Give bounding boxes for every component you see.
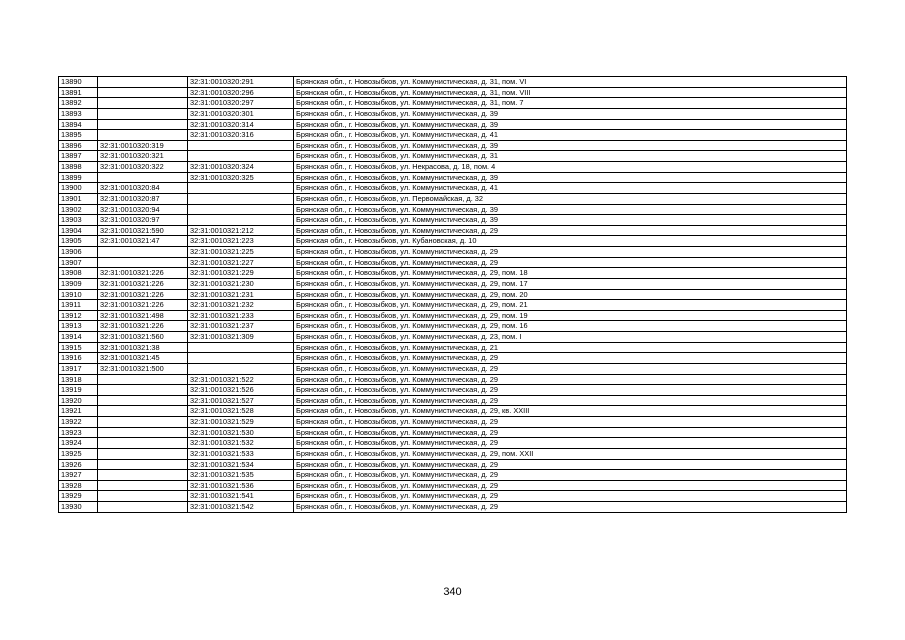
row-number-cell: 13905 bbox=[59, 236, 98, 247]
cadastral-number-cell bbox=[188, 215, 294, 226]
cadastral-number-cell bbox=[188, 342, 294, 353]
table-row bbox=[59, 236, 847, 247]
cadastral-number-cell: 32:31:0010321:534 bbox=[188, 459, 294, 470]
address-cell: Брянская обл., г. Новозыбков, ул. Первомайская, д. 32 bbox=[294, 193, 847, 204]
previous-cadastral-number-cell: 32:31:0010320:94 bbox=[98, 204, 188, 215]
address-cell: Брянская обл., г. Новозыбков, ул. Коммунистическая, д. 29 bbox=[294, 385, 847, 396]
previous-cadastral-number-cell bbox=[98, 406, 188, 417]
cadastral-number-cell: 32:31:0010320:291 bbox=[188, 77, 294, 88]
address-cell: Брянская обл., г. Новозыбков, ул. Коммунистическая, д. 41 bbox=[294, 183, 847, 194]
previous-cadastral-number-cell bbox=[98, 374, 188, 385]
previous-cadastral-number-cell: 32:31:0010321:560 bbox=[98, 332, 188, 343]
previous-cadastral-number-cell: 32:31:0010321:226 bbox=[98, 278, 188, 289]
table-row bbox=[59, 470, 847, 481]
previous-cadastral-number-cell: 32:31:0010320:97 bbox=[98, 215, 188, 226]
cadastral-number-cell: 32:31:0010321:528 bbox=[188, 406, 294, 417]
row-number-cell: 13892 bbox=[59, 98, 98, 109]
previous-cadastral-number-cell bbox=[98, 172, 188, 183]
row-number-cell: 13927 bbox=[59, 470, 98, 481]
previous-cadastral-number-cell: 32:31:0010321:226 bbox=[98, 268, 188, 279]
table-row bbox=[59, 172, 847, 183]
cadastral-number-cell: 32:31:0010321:229 bbox=[188, 268, 294, 279]
row-number-cell: 13891 bbox=[59, 87, 98, 98]
table-row bbox=[59, 278, 847, 289]
table-row bbox=[59, 162, 847, 173]
table-row bbox=[59, 417, 847, 428]
address-cell: Брянская обл., г. Новозыбков, ул. Коммунистическая, д. 29, пом. 16 bbox=[294, 321, 847, 332]
previous-cadastral-number-cell: 32:31:0010320:84 bbox=[98, 183, 188, 194]
row-number-cell: 13920 bbox=[59, 395, 98, 406]
address-cell: Брянская обл., г. Новозыбков, ул. Коммунистическая, д. 29 bbox=[294, 395, 847, 406]
address-cell: Брянская обл., г. Новозыбков, ул. Некрасова, д. 18, пом. 4 bbox=[294, 162, 847, 173]
previous-cadastral-number-cell bbox=[98, 119, 188, 130]
table-row bbox=[59, 459, 847, 470]
cadastral-number-cell: 32:31:0010321:535 bbox=[188, 470, 294, 481]
row-number-cell: 13895 bbox=[59, 130, 98, 141]
cadastral-number-cell: 32:31:0010321:536 bbox=[188, 480, 294, 491]
address-cell: Брянская обл., г. Новозыбков, ул. Коммунистическая, д. 39 bbox=[294, 140, 847, 151]
cadastral-number-cell: 32:31:0010321:533 bbox=[188, 448, 294, 459]
row-number-cell: 13908 bbox=[59, 268, 98, 279]
table-row bbox=[59, 321, 847, 332]
previous-cadastral-number-cell bbox=[98, 427, 188, 438]
address-cell: Брянская обл., г. Новозыбков, ул. Коммунистическая, д. 29 bbox=[294, 417, 847, 428]
row-number-cell: 13918 bbox=[59, 374, 98, 385]
address-cell: Брянская обл., г. Новозыбков, ул. Коммунистическая, д. 29 bbox=[294, 257, 847, 268]
previous-cadastral-number-cell: 32:31:0010321:500 bbox=[98, 363, 188, 374]
table-row bbox=[59, 342, 847, 353]
previous-cadastral-number-cell bbox=[98, 395, 188, 406]
row-number-cell: 13928 bbox=[59, 480, 98, 491]
table-row bbox=[59, 448, 847, 459]
address-cell: Брянская обл., г. Новозыбков, ул. Коммунистическая, д. 31, пом. VI bbox=[294, 77, 847, 88]
table-row bbox=[59, 151, 847, 162]
previous-cadastral-number-cell bbox=[98, 108, 188, 119]
row-number-cell: 13903 bbox=[59, 215, 98, 226]
previous-cadastral-number-cell: 32:31:0010321:47 bbox=[98, 236, 188, 247]
table-row bbox=[59, 502, 847, 513]
address-cell: Брянская обл., г. Новозыбков, ул. Коммунистическая, д. 29, пом. 19 bbox=[294, 310, 847, 321]
cadastral-number-cell bbox=[188, 140, 294, 151]
address-cell: Брянская обл., г. Новозыбков, ул. Коммунистическая, д. 29, пом. 18 bbox=[294, 268, 847, 279]
address-cell: Брянская обл., г. Новозыбков, ул. Коммунистическая, д. 21 bbox=[294, 342, 847, 353]
cadastral-number-cell bbox=[188, 204, 294, 215]
cadastral-number-cell: 32:31:0010321:212 bbox=[188, 225, 294, 236]
row-number-cell: 13894 bbox=[59, 119, 98, 130]
cadastral-number-cell: 32:31:0010321:542 bbox=[188, 502, 294, 513]
row-number-cell: 13897 bbox=[59, 151, 98, 162]
table-row bbox=[59, 300, 847, 311]
table-row bbox=[59, 257, 847, 268]
table-row bbox=[59, 215, 847, 226]
cadastral-number-cell: 32:31:0010321:529 bbox=[188, 417, 294, 428]
previous-cadastral-number-cell bbox=[98, 385, 188, 396]
row-number-cell: 13925 bbox=[59, 448, 98, 459]
cadastral-number-cell bbox=[188, 151, 294, 162]
address-cell: Брянская обл., г. Новозыбков, ул. Коммунистическая, д. 29, пом. 17 bbox=[294, 278, 847, 289]
address-cell: Брянская обл., г. Новозыбков, ул. Коммунистическая, д. 29 bbox=[294, 374, 847, 385]
address-cell: Брянская обл., г. Новозыбков, ул. Коммунистическая, д. 29 bbox=[294, 491, 847, 502]
previous-cadastral-number-cell bbox=[98, 459, 188, 470]
table-row bbox=[59, 438, 847, 449]
address-cell: Брянская обл., г. Новозыбков, ул. Коммунистическая, д. 29, кв. XXIII bbox=[294, 406, 847, 417]
row-number-cell: 13899 bbox=[59, 172, 98, 183]
cadastral-number-cell: 32:31:0010320:324 bbox=[188, 162, 294, 173]
address-cell: Брянская обл., г. Новозыбков, ул. Коммунистическая, д. 39 bbox=[294, 108, 847, 119]
address-cell: Брянская обл., г. Новозыбков, ул. Коммунистическая, д. 31, пом. VIII bbox=[294, 87, 847, 98]
row-number-cell: 13921 bbox=[59, 406, 98, 417]
row-number-cell: 13901 bbox=[59, 193, 98, 204]
previous-cadastral-number-cell: 32:31:0010320:87 bbox=[98, 193, 188, 204]
table-row bbox=[59, 130, 847, 141]
address-cell: Брянская обл., г. Новозыбков, ул. Коммунистическая, д. 39 bbox=[294, 119, 847, 130]
cadastral-number-cell: 32:31:0010321:522 bbox=[188, 374, 294, 385]
page-number: 340 bbox=[443, 586, 462, 598]
previous-cadastral-number-cell bbox=[98, 247, 188, 258]
address-cell: Брянская обл., г. Новозыбков, ул. Коммунистическая, д. 29 bbox=[294, 225, 847, 236]
cadastral-number-cell: 32:31:0010321:232 bbox=[188, 300, 294, 311]
cadastral-number-cell: 32:31:0010320:316 bbox=[188, 130, 294, 141]
cadastral-number-cell: 32:31:0010321:223 bbox=[188, 236, 294, 247]
address-cell: Брянская обл., г. Новозыбков, ул. Коммунистическая, д. 29 bbox=[294, 502, 847, 513]
previous-cadastral-number-cell bbox=[98, 98, 188, 109]
cadastral-number-cell: 32:31:0010321:309 bbox=[188, 332, 294, 343]
table-row bbox=[59, 332, 847, 343]
address-cell: Брянская обл., г. Новозыбков, ул. Коммунистическая, д. 29 bbox=[294, 480, 847, 491]
address-cell: Брянская обл., г. Новозыбков, ул. Коммунистическая, д. 39 bbox=[294, 172, 847, 183]
address-cell: Брянская обл., г. Новозыбков, ул. Коммунистическая, д. 29 bbox=[294, 459, 847, 470]
table-row bbox=[59, 204, 847, 215]
previous-cadastral-number-cell bbox=[98, 257, 188, 268]
table-row bbox=[59, 363, 847, 374]
row-number-cell: 13911 bbox=[59, 300, 98, 311]
cadastral-number-cell bbox=[188, 353, 294, 364]
previous-cadastral-number-cell: 32:31:0010321:226 bbox=[98, 321, 188, 332]
previous-cadastral-number-cell bbox=[98, 77, 188, 88]
address-cell: Брянская обл., г. Новозыбков, ул. Коммунистическая, д. 29 bbox=[294, 427, 847, 438]
previous-cadastral-number-cell: 32:31:0010320:322 bbox=[98, 162, 188, 173]
table-row bbox=[59, 225, 847, 236]
previous-cadastral-number-cell: 32:31:0010320:321 bbox=[98, 151, 188, 162]
address-cell: Брянская обл., г. Новозыбков, ул. Коммунистическая, д. 23, пом. I bbox=[294, 332, 847, 343]
address-cell: Брянская обл., г. Новозыбков, ул. Коммунистическая, д. 29, пом. 20 bbox=[294, 289, 847, 300]
row-number-cell: 13929 bbox=[59, 491, 98, 502]
cadastral-number-cell: 32:31:0010321:225 bbox=[188, 247, 294, 258]
table-row bbox=[59, 427, 847, 438]
cadastral-number-cell: 32:31:0010320:325 bbox=[188, 172, 294, 183]
address-cell: Брянская обл., г. Новозыбков, ул. Коммунистическая, д. 29 bbox=[294, 438, 847, 449]
address-cell: Брянская обл., г. Новозыбков, ул. Коммунистическая, д. 39 bbox=[294, 204, 847, 215]
previous-cadastral-number-cell bbox=[98, 417, 188, 428]
cadastral-number-cell: 32:31:0010321:237 bbox=[188, 321, 294, 332]
cadastral-number-cell: 32:31:0010321:530 bbox=[188, 427, 294, 438]
row-number-cell: 13914 bbox=[59, 332, 98, 343]
cadastral-number-cell: 32:31:0010321:227 bbox=[188, 257, 294, 268]
cadastral-number-cell: 32:31:0010321:230 bbox=[188, 278, 294, 289]
address-cell: Брянская обл., г. Новозыбков, ул. Коммунистическая, д. 31 bbox=[294, 151, 847, 162]
row-number-cell: 13913 bbox=[59, 321, 98, 332]
row-number-cell: 13924 bbox=[59, 438, 98, 449]
row-number-cell: 13898 bbox=[59, 162, 98, 173]
cadastral-number-cell: 32:31:0010320:296 bbox=[188, 87, 294, 98]
address-cell: Брянская обл., г. Новозыбков, ул. Коммунистическая, д. 29, пом. XXII bbox=[294, 448, 847, 459]
address-cell: Брянская обл., г. Новозыбков, ул. Коммунистическая, д. 31, пом. 7 bbox=[294, 98, 847, 109]
row-number-cell: 13930 bbox=[59, 502, 98, 513]
row-number-cell: 13912 bbox=[59, 310, 98, 321]
table-row bbox=[59, 247, 847, 258]
cadastral-number-cell: 32:31:0010321:527 bbox=[188, 395, 294, 406]
row-number-cell: 13906 bbox=[59, 247, 98, 258]
address-cell: Брянская обл., г. Новозыбков, ул. Коммунистическая, д. 29 bbox=[294, 247, 847, 258]
table-row bbox=[59, 98, 847, 109]
table-row bbox=[59, 183, 847, 194]
table-row bbox=[59, 491, 847, 502]
table-row bbox=[59, 289, 847, 300]
previous-cadastral-number-cell bbox=[98, 448, 188, 459]
address-cell: Брянская обл., г. Новозыбков, ул. Кубановская, д. 10 bbox=[294, 236, 847, 247]
address-cell: Брянская обл., г. Новозыбков, ул. Коммунистическая, д. 41 bbox=[294, 130, 847, 141]
table-row bbox=[59, 395, 847, 406]
table-row bbox=[59, 385, 847, 396]
table-row bbox=[59, 87, 847, 98]
previous-cadastral-number-cell bbox=[98, 502, 188, 513]
previous-cadastral-number-cell: 32:31:0010321:590 bbox=[98, 225, 188, 236]
address-cell: Брянская обл., г. Новозыбков, ул. Коммунистическая, д. 29 bbox=[294, 353, 847, 364]
registry-table bbox=[58, 76, 847, 513]
cadastral-number-cell bbox=[188, 183, 294, 194]
address-cell: Брянская обл., г. Новозыбков, ул. Коммунистическая, д. 29, пом. 21 bbox=[294, 300, 847, 311]
table-row bbox=[59, 119, 847, 130]
row-number-cell: 13915 bbox=[59, 342, 98, 353]
row-number-cell: 13907 bbox=[59, 257, 98, 268]
previous-cadastral-number-cell: 32:31:0010321:226 bbox=[98, 300, 188, 311]
row-number-cell: 13902 bbox=[59, 204, 98, 215]
previous-cadastral-number-cell bbox=[98, 130, 188, 141]
table-row bbox=[59, 268, 847, 279]
previous-cadastral-number-cell bbox=[98, 480, 188, 491]
row-number-cell: 13922 bbox=[59, 417, 98, 428]
previous-cadastral-number-cell bbox=[98, 491, 188, 502]
cadastral-number-cell: 32:31:0010320:301 bbox=[188, 108, 294, 119]
table-row bbox=[59, 406, 847, 417]
cadastral-number-cell: 32:31:0010321:233 bbox=[188, 310, 294, 321]
row-number-cell: 13926 bbox=[59, 459, 98, 470]
address-cell: Брянская обл., г. Новозыбков, ул. Коммунистическая, д. 29 bbox=[294, 363, 847, 374]
row-number-cell: 13896 bbox=[59, 140, 98, 151]
row-number-cell: 13917 bbox=[59, 363, 98, 374]
cadastral-number-cell: 32:31:0010320:297 bbox=[188, 98, 294, 109]
previous-cadastral-number-cell: 32:31:0010321:226 bbox=[98, 289, 188, 300]
previous-cadastral-number-cell bbox=[98, 470, 188, 481]
address-cell: Брянская обл., г. Новозыбков, ул. Коммунистическая, д. 29 bbox=[294, 470, 847, 481]
previous-cadastral-number-cell: 32:31:0010321:38 bbox=[98, 342, 188, 353]
table-row bbox=[59, 310, 847, 321]
address-cell: Брянская обл., г. Новозыбков, ул. Коммунистическая, д. 39 bbox=[294, 215, 847, 226]
row-number-cell: 13910 bbox=[59, 289, 98, 300]
cadastral-number-cell: 32:31:0010321:532 bbox=[188, 438, 294, 449]
previous-cadastral-number-cell bbox=[98, 438, 188, 449]
row-number-cell: 13890 bbox=[59, 77, 98, 88]
row-number-cell: 13909 bbox=[59, 278, 98, 289]
previous-cadastral-number-cell bbox=[98, 87, 188, 98]
cadastral-number-cell: 32:31:0010321:541 bbox=[188, 491, 294, 502]
row-number-cell: 13916 bbox=[59, 353, 98, 364]
row-number-cell: 13900 bbox=[59, 183, 98, 194]
row-number-cell: 13919 bbox=[59, 385, 98, 396]
cadastral-number-cell: 32:31:0010320:314 bbox=[188, 119, 294, 130]
previous-cadastral-number-cell: 32:31:0010321:498 bbox=[98, 310, 188, 321]
cadastral-number-cell bbox=[188, 193, 294, 204]
previous-cadastral-number-cell: 32:31:0010320:319 bbox=[98, 140, 188, 151]
table-row bbox=[59, 108, 847, 119]
previous-cadastral-number-cell: 32:31:0010321:45 bbox=[98, 353, 188, 364]
registry-body bbox=[59, 77, 847, 513]
table-row bbox=[59, 480, 847, 491]
cadastral-number-cell: 32:31:0010321:231 bbox=[188, 289, 294, 300]
table-row bbox=[59, 374, 847, 385]
cadastral-number-cell: 32:31:0010321:526 bbox=[188, 385, 294, 396]
table-row bbox=[59, 77, 847, 88]
table-row bbox=[59, 353, 847, 364]
row-number-cell: 13904 bbox=[59, 225, 98, 236]
row-number-cell: 13923 bbox=[59, 427, 98, 438]
cadastral-number-cell bbox=[188, 363, 294, 374]
row-number-cell: 13893 bbox=[59, 108, 98, 119]
table-row bbox=[59, 140, 847, 151]
table-row bbox=[59, 193, 847, 204]
